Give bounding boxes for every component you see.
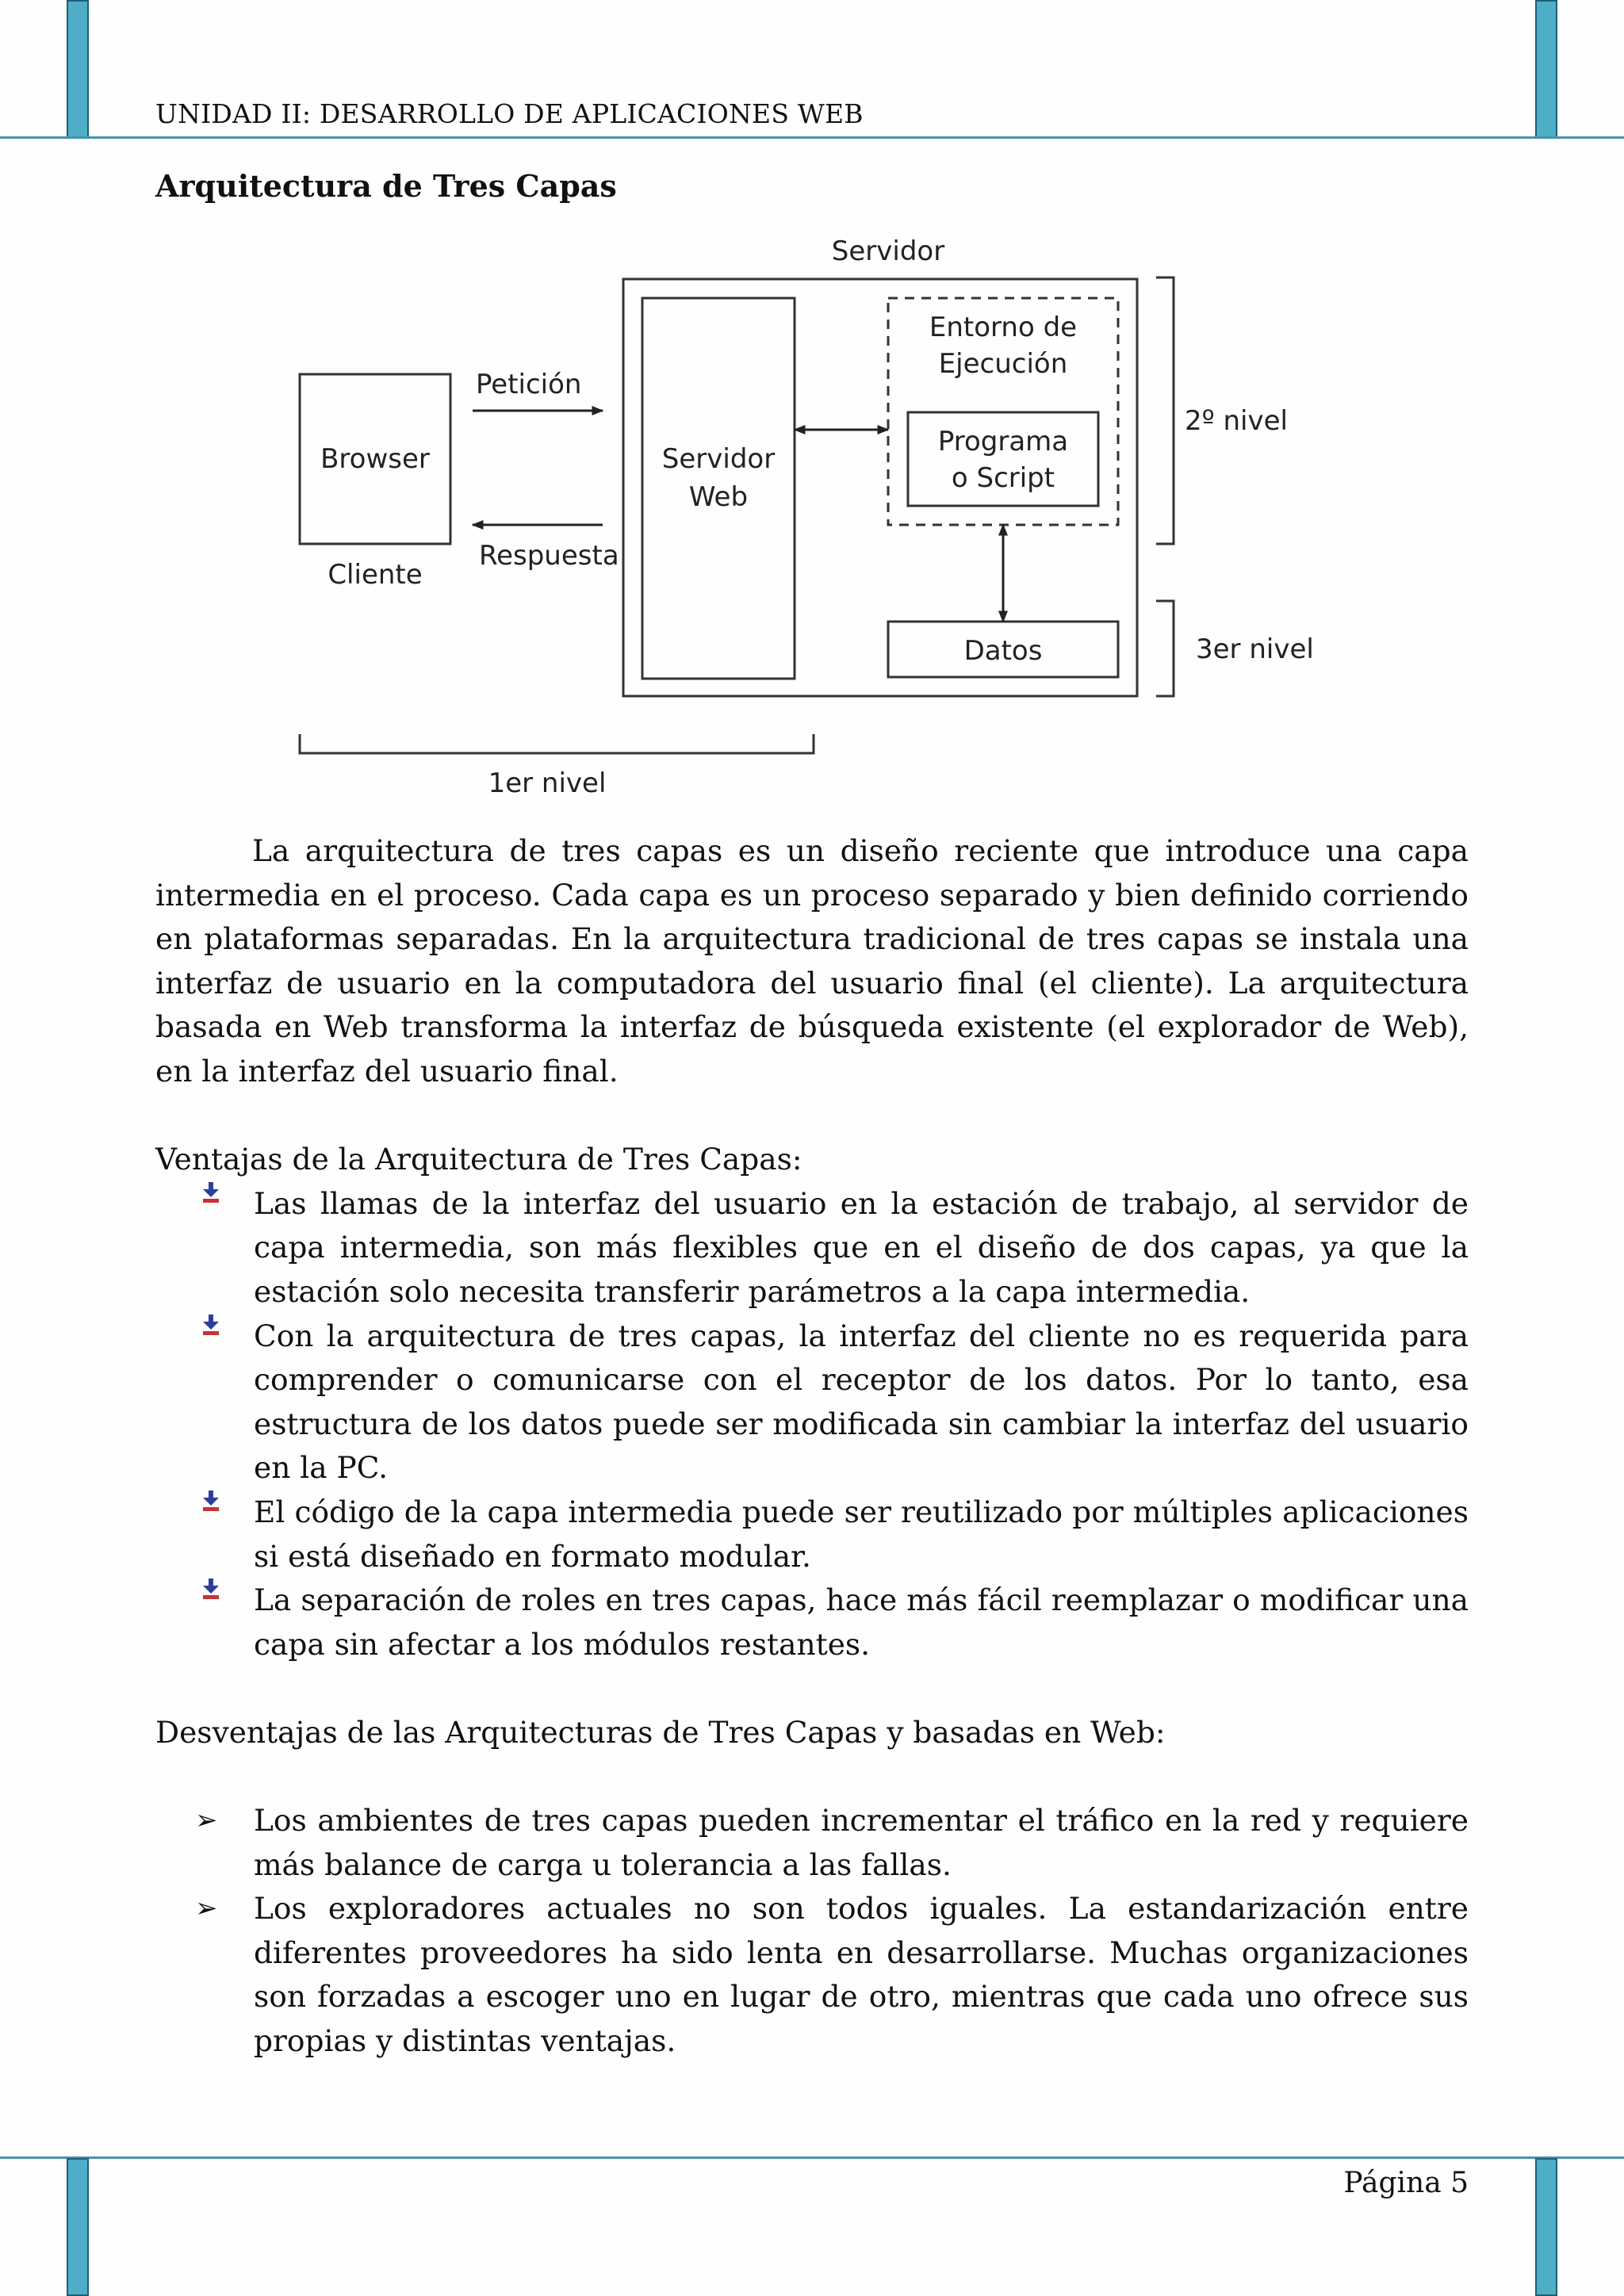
- advantage-text: La separación de roles en tres capas, hace más fácil reemplazar o modificar una capa sin afectar a los módulos restantes.: [254, 1582, 1469, 1662]
- list-item: [155, 1182, 1469, 1314]
- web-server-label-2: Web: [688, 481, 749, 513]
- level2-bracket: [1156, 277, 1174, 544]
- footer-left-bar: [67, 2158, 89, 2296]
- list-item: [155, 1578, 1469, 1667]
- runtime-label-1: Entorno de: [929, 312, 1078, 343]
- bullet-arrow-icon: [201, 1314, 220, 1335]
- page-number: Página 5: [1343, 2167, 1469, 2199]
- three-tier-diagram: [0, 0, 1624, 825]
- advantages-list: [155, 1182, 1469, 1667]
- section-title: Arquitectura de Tres Capas: [155, 168, 617, 204]
- advantage-text: Las llamas de la interfaz del usuario en la estación de trabajo, al servidor de capa intermedia, son más flexibles que en el diseño de dos capas, ya que la estación solo necesita transferir parámetros a la capa intermedia.: [254, 1185, 1469, 1309]
- web-server-label-1: Servidor: [661, 443, 776, 475]
- level2-label: 2º nivel: [1185, 405, 1288, 437]
- intro-paragraph: La arquitectura de tres capas es un diseño reciente que introduce una capa intermedia en el proceso. Cada capa es un proceso separado y bien definido corriendo en plataformas separadas. En la arquitectura tradicional de tres capas se instala una interfaz de usuario en la computadora del usuario final (el cliente). La arquitectura basada en Web transforma la interfaz de búsqueda existente (el explorador de Web), en la interfaz del usuario final.: [155, 833, 1469, 1089]
- browser-label: Browser: [320, 443, 430, 475]
- level1-label: 1er nivel: [488, 767, 607, 799]
- list-item: [155, 1887, 1469, 2063]
- script-label-1: Programa: [937, 426, 1069, 457]
- level3-label: 3er nivel: [1196, 633, 1314, 665]
- advantage-text: El código de la capa intermedia puede ser reutilizado por múltiples aplicaciones si está diseñado en formato modular.: [254, 1494, 1469, 1574]
- level3-bracket: [1156, 601, 1174, 696]
- response-label: Respuesta: [479, 540, 619, 572]
- disadvantages-heading: Desventajas de las Arquitecturas de Tres Capas y basadas en Web:: [155, 1714, 1166, 1750]
- body-text: [155, 829, 1469, 2064]
- list-item: [155, 1314, 1469, 1490]
- bullet-arrow-icon: [201, 1490, 220, 1511]
- footer-rule: [0, 2156, 1624, 2159]
- request-label: Petición: [476, 369, 582, 400]
- running-header: UNIDAD II: DESARROLLO DE APLICACIONES WEB: [155, 98, 864, 129]
- client-label: Cliente: [327, 559, 423, 591]
- footer-right-bar: [1535, 2158, 1557, 2296]
- bullet-arrow-icon: [201, 1578, 220, 1599]
- disadvantages-list: [155, 1799, 1469, 2064]
- advantage-text: Con la arquitectura de tres capas, la interfaz del cliente no es requerida para comprender o comunicarse con el receptor de los datos. Por lo tanto, esa estructura de los datos puede ser modificada sin cambiar la interfaz del usuario en la PC.: [254, 1318, 1469, 1486]
- runtime-label-2: Ejecución: [938, 348, 1068, 380]
- arrowhead-bullet-icon: ➢: [195, 1892, 218, 1925]
- arrowhead-bullet-icon: ➢: [195, 1804, 218, 1837]
- disadvantage-text: Los ambientes de tres capas pueden incrementar el tráfico en la red y requiere más balance de carga u tolerancia a las fallas.: [254, 1803, 1469, 1882]
- bullet-arrow-icon: [201, 1182, 220, 1203]
- data-label: Datos: [963, 635, 1043, 667]
- script-label-2: o Script: [951, 462, 1055, 494]
- advantages-heading: Ventajas de la Arquitectura de Tres Capas:: [155, 1142, 802, 1177]
- disadvantage-text: Los exploradores actuales no son todos iguales. La estandarización entre diferentes proveedores ha sido lenta en desarrollarse. Muchas organizaciones son forzadas a escoger uno en lugar de otro, mientras que cada uno ofrece sus propias y distintas ventajas.: [254, 1891, 1469, 2059]
- server-label: Servidor: [831, 235, 945, 267]
- list-item: [155, 1799, 1469, 1887]
- list-item: [155, 1490, 1469, 1578]
- level1-bracket: [300, 734, 814, 753]
